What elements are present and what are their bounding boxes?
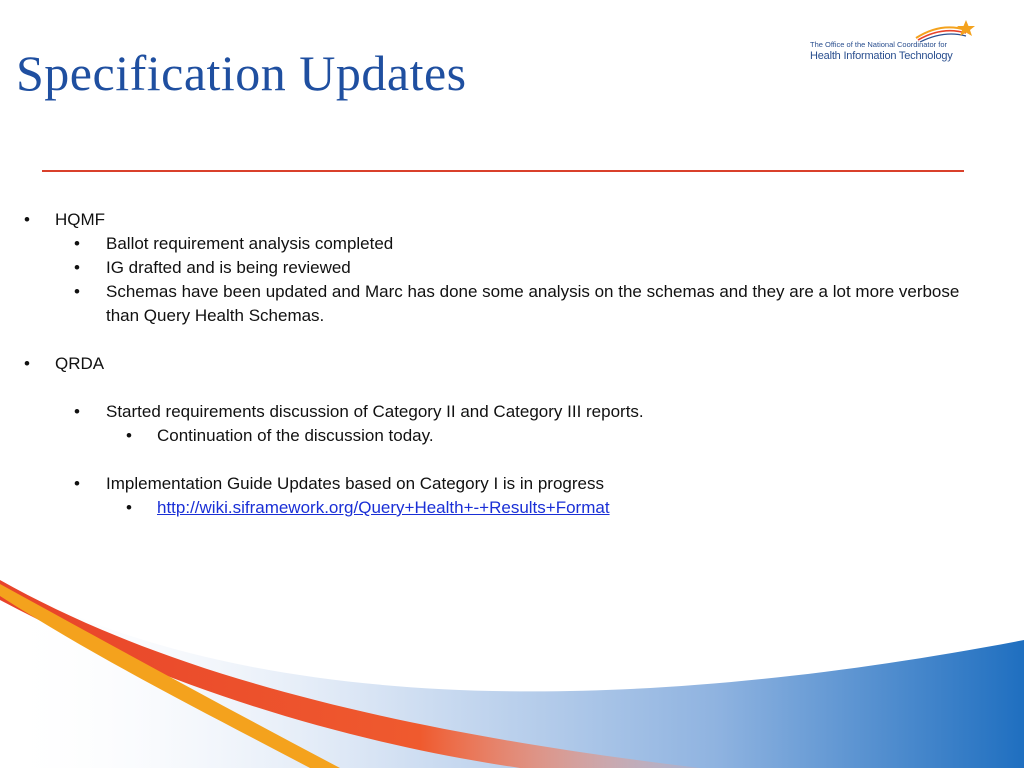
- onc-logo: [806, 18, 986, 66]
- bullet-marker: •: [74, 474, 80, 493]
- bullet-marker: •: [24, 354, 30, 373]
- title-divider: [42, 170, 964, 172]
- bullet-marker: •: [24, 210, 30, 229]
- bullet-qrda-subitem: Continuation of the discussion today.: [157, 426, 434, 445]
- decorative-swoosh: [0, 560, 1024, 768]
- bullet-qrda-item: Implementation Guide Updates based on Category I is in progress: [106, 474, 604, 493]
- bullet-marker: •: [74, 258, 80, 277]
- bullet-hqmf-item: Ballot requirement analysis completed: [106, 234, 394, 253]
- bullet-hqmf-item: Schemas have been updated and Marc has done some analysis on the schemas and they are a lot more verbose than Query Health Schemas.: [106, 282, 960, 325]
- bullet-hqmf-item: IG drafted and is being reviewed: [106, 258, 351, 277]
- bullet-marker: •: [74, 282, 80, 301]
- bullet-marker: •: [74, 402, 80, 421]
- bullet-marker: •: [126, 498, 132, 517]
- logo-text-line2: Health Information Technology: [810, 50, 953, 62]
- bullet-marker: •: [74, 234, 80, 253]
- results-format-link[interactable]: http://wiki.siframework.org/Query+Health+-+Results+Format: [157, 498, 610, 517]
- bullet-marker: •: [126, 426, 132, 445]
- bullet-hqmf: HQMF: [55, 210, 106, 229]
- bullet-qrda: QRDA: [55, 354, 105, 373]
- bullet-qrda-item: Started requirements discussion of Category II and Category III reports.: [106, 402, 644, 421]
- slide-title: Specification Updates: [16, 45, 467, 101]
- logo-text-line1: The Office of the National Coordinator for: [810, 40, 948, 49]
